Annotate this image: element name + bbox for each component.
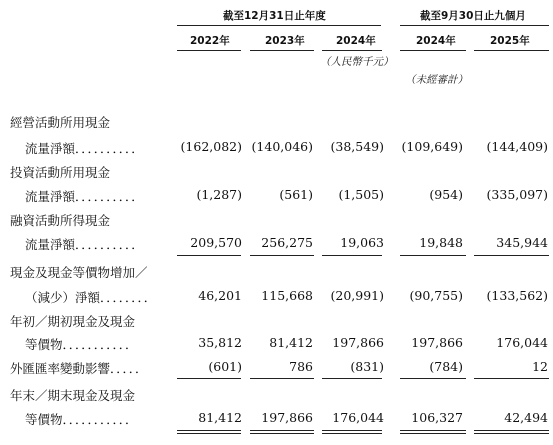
total-rule-bottom2-2024nm	[400, 433, 466, 434]
cell-opening-2023: 81,412	[269, 335, 313, 350]
row-sublabel-net-change: （減少）淨額．．．．．．．．	[25, 290, 157, 305]
total-rule-bottom1-2023	[250, 430, 314, 431]
total-rule-bottom2-2023	[250, 433, 314, 434]
cell-netchange-2023: 115,668	[261, 288, 313, 303]
cell-closing-2024: 176,044	[332, 410, 384, 425]
cell-opening-2024: 197,866	[332, 335, 384, 350]
group1-rule	[177, 25, 381, 26]
cell-financing-2023: 256,275	[261, 235, 313, 250]
cell-closing-2022: 81,412	[198, 410, 242, 425]
cell-financing-2025nm: 345,944	[496, 235, 548, 250]
row-label-fx-effect: 外匯匯率變動影響．．．．．	[10, 361, 148, 376]
year-2023: 2023年	[265, 35, 305, 47]
cell-fx-2024: (831)	[350, 359, 384, 374]
row-sublabel-closing: 等價物．．．．．．．．．．．	[25, 412, 138, 427]
row-sublabel-operating: 流量淨額．．．．．．．．．．	[25, 141, 144, 156]
cell-financing-2024nm: 19,848	[419, 235, 463, 250]
cell-fx-2023: 786	[289, 359, 313, 374]
cell-netchange-2024: (20,991)	[330, 288, 384, 303]
cell-investing-2025nm: (335,097)	[486, 187, 548, 202]
year-rule-2024	[322, 50, 382, 51]
cell-operating-2022: (162,082)	[180, 139, 242, 154]
cell-operating-2025nm: (144,409)	[486, 139, 548, 154]
year-rule-2023	[250, 50, 314, 51]
cell-financing-2024: 19,063	[340, 235, 384, 250]
cell-netchange-2024nm: (90,755)	[409, 288, 463, 303]
year-rule-2024-nm	[400, 50, 466, 51]
cell-closing-2023: 197,866	[261, 410, 313, 425]
row-sublabel-financing: 流量淨額．．．．．．．．．．	[25, 237, 144, 252]
cell-investing-2024: (1,505)	[338, 187, 384, 202]
total-rule-bottom2-2025nm	[474, 433, 549, 434]
year-2024: 2024年	[336, 35, 376, 47]
group2-title: 截至9月30日止九個月	[420, 10, 526, 22]
cell-operating-2024nm: (109,649)	[401, 139, 463, 154]
group2-rule	[400, 25, 549, 26]
year-2024-ninemonth: 2024年	[416, 35, 456, 47]
row-label-investing: 投資活動所用現金	[10, 165, 111, 180]
cell-investing-2024nm: (954)	[429, 187, 463, 202]
total-rule-top-2025nm	[474, 378, 549, 379]
row-label-financing: 融資活動所得現金	[10, 213, 111, 228]
cell-fx-2022: (601)	[208, 359, 242, 374]
cell-netchange-2025nm: (133,562)	[486, 288, 548, 303]
year-2022: 2022年	[190, 35, 230, 47]
cell-operating-2024: (38,549)	[330, 139, 384, 154]
cell-closing-2025nm: 42,494	[504, 410, 548, 425]
cell-investing-2023: (561)	[279, 187, 313, 202]
cell-netchange-2022: 46,201	[198, 288, 242, 303]
row-label-net-change: 現金及現金等價物增加／	[10, 265, 148, 280]
cell-closing-2024nm: 106,327	[411, 410, 463, 425]
row-sublabel-opening: 等價物．．．．．．．．．．．	[25, 337, 138, 352]
total-rule-bottom1-2025nm	[474, 430, 549, 431]
total-rule-top-2024nm	[400, 378, 466, 379]
year-2025-ninemonth: 2025年	[490, 35, 530, 47]
group1-title: 截至12月31日止年度	[223, 10, 326, 22]
cell-fx-2024nm: (784)	[429, 359, 463, 374]
total-rule-bottom1-2022	[177, 430, 241, 431]
cell-opening-2025nm: 176,044	[496, 335, 548, 350]
unit-note: （人民幣千元）	[320, 56, 394, 68]
cell-financing-2022: 209,570	[190, 235, 242, 250]
total-rule-top-2023	[250, 378, 314, 379]
row-label-closing: 年末／期末現金及現金	[10, 388, 136, 403]
year-rule-2025-nm	[474, 50, 549, 51]
cell-opening-2022: 35,812	[198, 335, 242, 350]
total-rule-bottom2-2022	[177, 433, 241, 434]
subtotal-rule-2022	[177, 255, 241, 256]
total-rule-top-2024	[322, 378, 382, 379]
cell-fx-2025nm: 12	[532, 359, 548, 374]
year-rule-2022	[177, 50, 241, 51]
subtotal-rule-2023	[250, 255, 314, 256]
cell-opening-2024nm: 197,866	[411, 335, 463, 350]
row-label-operating: 經營活動所用現金	[10, 115, 111, 130]
total-rule-bottom1-2024	[322, 430, 382, 431]
cell-operating-2023: (140,046)	[251, 139, 313, 154]
total-rule-bottom2-2024	[322, 433, 382, 434]
row-label-opening: 年初／期初現金及現金	[10, 314, 136, 329]
total-rule-bottom1-2024nm	[400, 430, 466, 431]
total-rule-top-2022	[177, 378, 241, 379]
cell-investing-2022: (1,287)	[196, 187, 242, 202]
audit-note: （未經審計）	[405, 74, 468, 86]
subtotal-rule-2025nm	[474, 255, 549, 256]
row-sublabel-investing: 流量淨額．．．．．．．．．．	[25, 189, 144, 204]
subtotal-rule-2024nm	[400, 255, 466, 256]
subtotal-rule-2024	[322, 255, 382, 256]
